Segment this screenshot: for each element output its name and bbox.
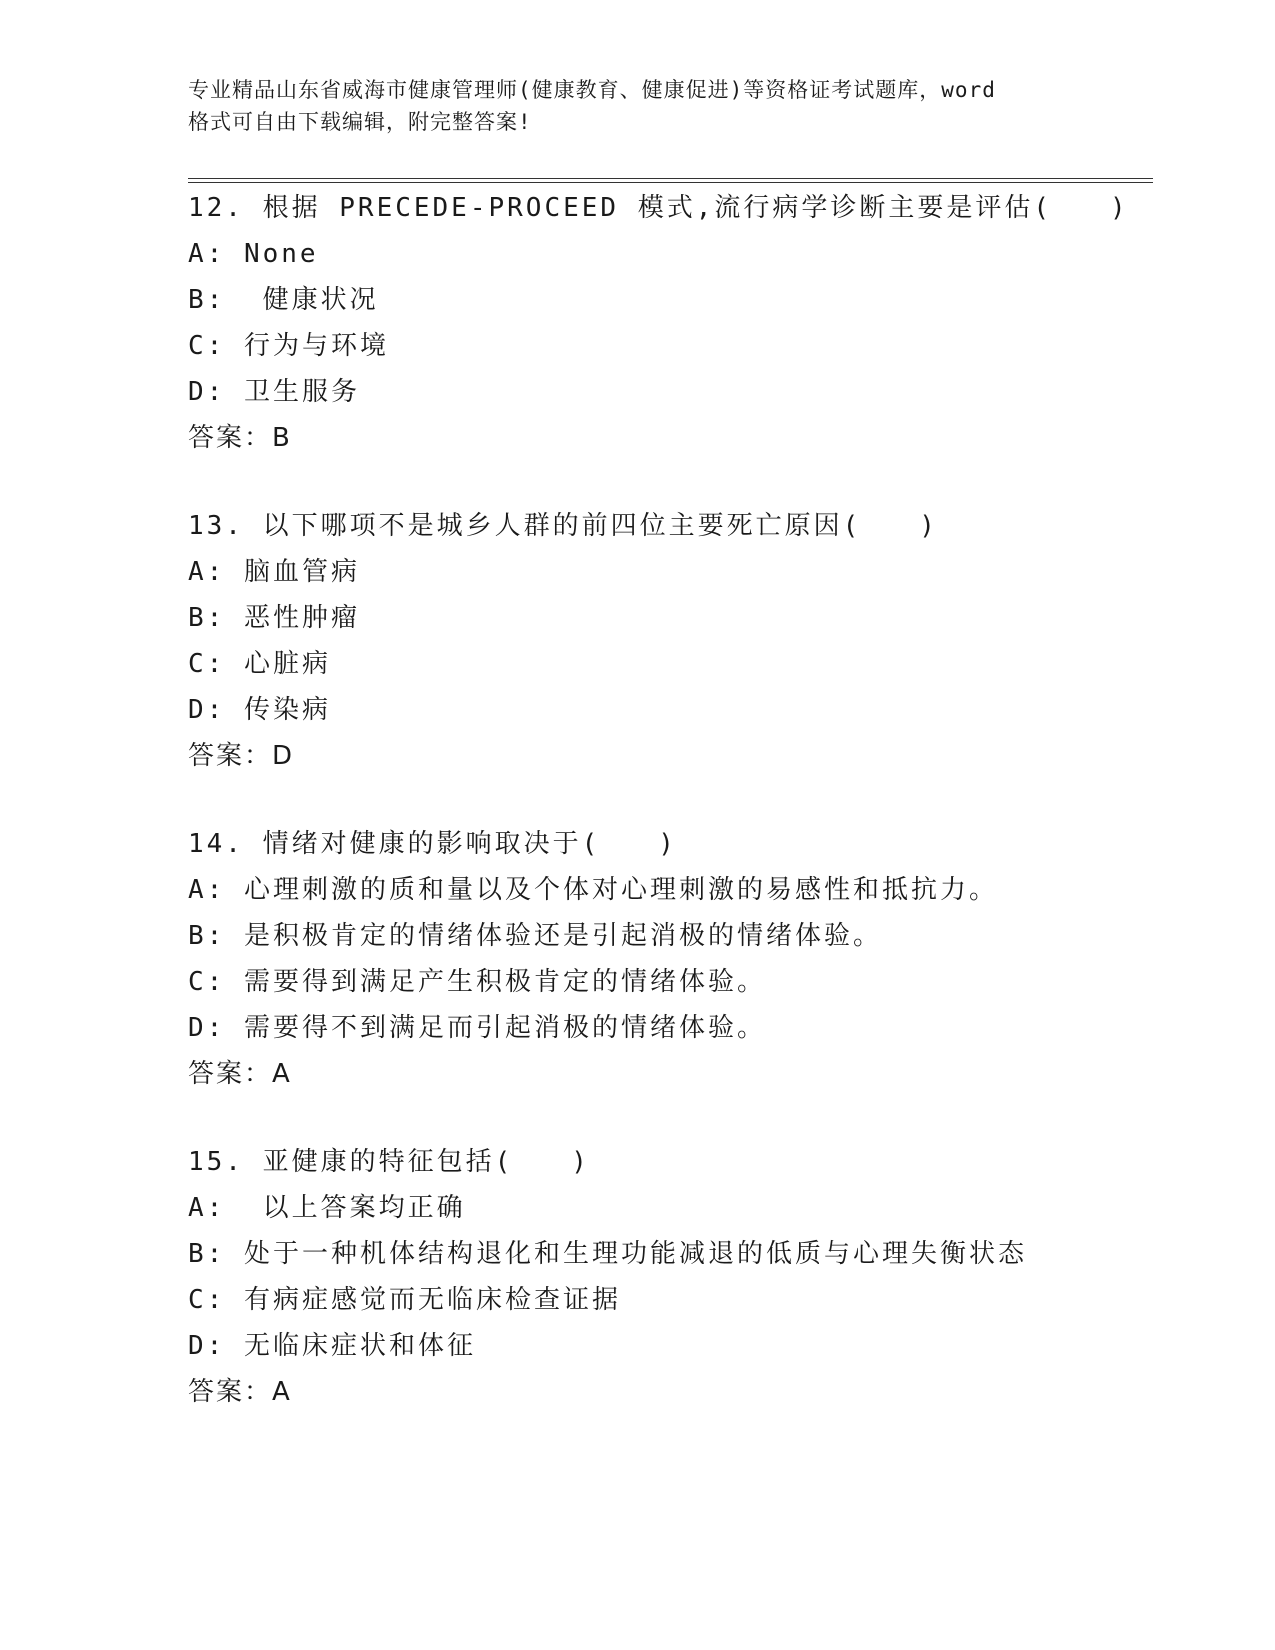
option-b: B: 是积极肯定的情绪体验还是引起消极的情绪体验。 bbox=[188, 921, 882, 951]
option-a: A: 以上答案均正确 bbox=[188, 1193, 466, 1223]
header-line-2: 格式可自由下载编辑，附完整答案! bbox=[188, 110, 532, 134]
option-b: B: 处于一种机体结构退化和生理功能减退的低质与心理失衡状态 bbox=[188, 1239, 1027, 1269]
option-d: D: 传染病 bbox=[188, 695, 331, 725]
header-line-1: 专业精品山东省威海市健康管理师(健康教育、健康促进)等资格证考试题库，word bbox=[188, 78, 996, 102]
option-a: A: 心理刺激的质和量以及个体对心理刺激的易感性和抵抗力。 bbox=[188, 875, 998, 905]
answer-label: 答案：B bbox=[188, 423, 292, 453]
option-c: C: 有病症感觉而无临床检查证据 bbox=[188, 1285, 621, 1315]
answer-label: 答案：D bbox=[188, 741, 295, 771]
option-d: D: 无临床症状和体征 bbox=[188, 1331, 476, 1361]
question-14 bbox=[188, 821, 1188, 1097]
document-header bbox=[188, 74, 1088, 138]
answer-label: 答案：A bbox=[188, 1377, 292, 1407]
question-stem: 14. 情绪对健康的影响取决于( ) bbox=[188, 829, 677, 859]
question-stem: 12. 根据 PRECEDE-PROCEED 模式,流行病学诊断主要是评估( ) bbox=[188, 193, 1129, 223]
question-stem: 15. 亚健康的特征包括( ) bbox=[188, 1147, 590, 1177]
option-a: A: None bbox=[188, 239, 319, 269]
question-13 bbox=[188, 503, 1188, 779]
option-b: B: 恶性肿瘤 bbox=[188, 603, 360, 633]
option-c: C: 心脏病 bbox=[188, 649, 331, 679]
question-stem: 13. 以下哪项不是城乡人群的前四位主要死亡原因( ) bbox=[188, 511, 938, 541]
header-divider bbox=[188, 178, 1153, 183]
option-a: A: 脑血管病 bbox=[188, 557, 360, 587]
option-b: B: 健康状况 bbox=[188, 285, 379, 315]
question-12 bbox=[188, 185, 1188, 461]
option-c: C: 行为与环境 bbox=[188, 331, 389, 361]
option-c: C: 需要得到满足产生积极肯定的情绪体验。 bbox=[188, 967, 766, 997]
question-15 bbox=[188, 1139, 1188, 1415]
option-d: D: 需要得不到满足而引起消极的情绪体验。 bbox=[188, 1013, 766, 1043]
answer-label: 答案：A bbox=[188, 1059, 292, 1089]
option-d: D: 卫生服务 bbox=[188, 377, 360, 407]
